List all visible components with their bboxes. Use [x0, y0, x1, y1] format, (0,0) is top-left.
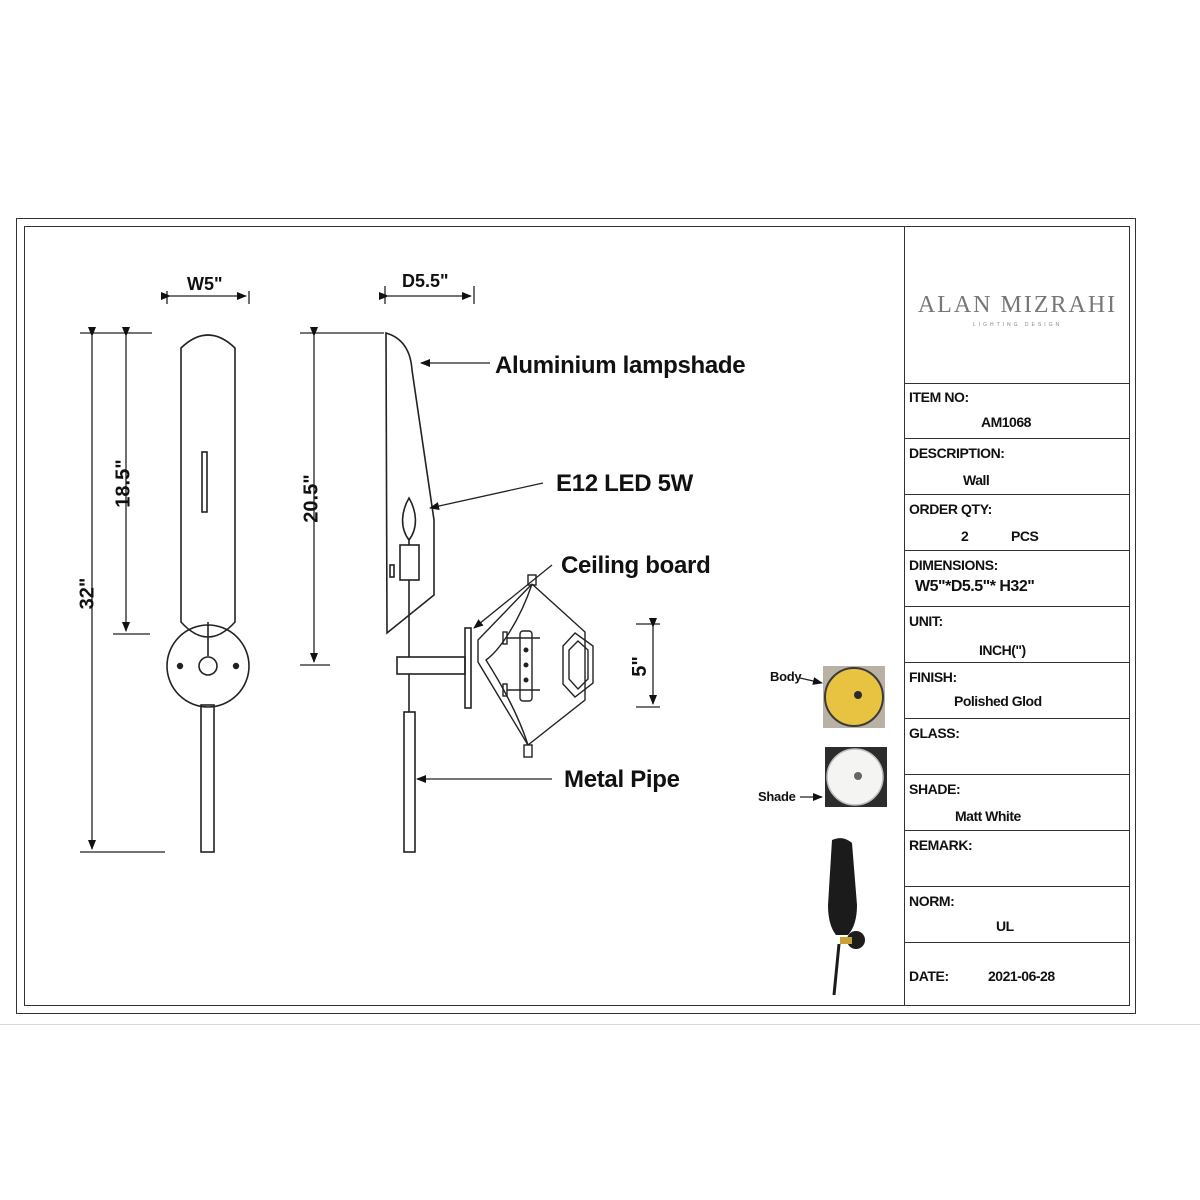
norm-value: UL [996, 918, 1014, 934]
row-glass: GLASS: [905, 719, 1130, 775]
side-view [386, 333, 471, 852]
side-bulb [403, 498, 416, 540]
callout-ceiling-board: Ceiling board [561, 552, 711, 579]
dimensions-value: W5"*D5.5"* H32" [915, 578, 1035, 595]
callout-lampshade: Aluminium lampshade [495, 352, 746, 379]
unit-value: INCH(") [979, 642, 1026, 658]
width-label: W5" [187, 274, 223, 294]
body-color-swatch [825, 668, 883, 726]
order-qty-value: 2 [961, 528, 969, 544]
row-date: DATE: 2021-06-28 [909, 968, 1055, 984]
date-value: 2021-06-28 [988, 968, 1055, 984]
finish-value: Polished Glod [954, 693, 1042, 709]
side-bulb-socket [400, 545, 419, 580]
row-dimensions: DIMENSIONS: W5"*D5.5"* H32" [905, 551, 1130, 607]
title-block [904, 226, 1130, 1006]
row-norm: NORM: UL [905, 887, 1130, 943]
shade-swatch-label: Shade [758, 789, 796, 804]
canopy-bottom-cap [524, 745, 532, 757]
side-lampshade [386, 333, 434, 633]
swatch-photos [823, 666, 887, 807]
leader-ceiling [474, 565, 552, 628]
front-screw-right [234, 664, 239, 669]
side-metal-pipe [404, 712, 415, 852]
product-photo [819, 833, 869, 997]
leader-body-swatch [800, 678, 822, 683]
row-unit: UNIT: INCH(") [905, 607, 1130, 663]
front-lampshade [181, 335, 235, 637]
leader-lines [417, 363, 822, 797]
shade-value: Matt White [955, 808, 1021, 824]
leader-bulb [430, 483, 543, 508]
front-screw-left [178, 664, 183, 669]
row-item-no: ITEM NO: AM1068 [905, 383, 1130, 439]
row-remark: REMARK: [905, 831, 1130, 887]
front-center-hub [199, 657, 217, 675]
canopy-height-label: 5" [628, 656, 651, 677]
row-description: DESCRIPTION: Wall [905, 439, 1130, 495]
front-metal-pipe [201, 705, 214, 852]
body-center-hole [854, 691, 862, 699]
canopy-detail [478, 575, 593, 757]
item-no-value: AM1068 [981, 414, 1031, 430]
callout-metal-pipe: Metal Pipe [564, 766, 680, 793]
shade-center-hole [854, 772, 862, 780]
description-value: Wall [963, 472, 990, 488]
brand-name: ALAN MIZRAHI [917, 292, 1118, 318]
row-order-qty: ORDER QTY: 2 PCS [905, 495, 1130, 551]
front-slot [202, 452, 207, 512]
row-finish: FINISH: Polished Glod [905, 663, 1130, 719]
side-wall-plate [465, 628, 471, 708]
callout-bulb: E12 LED 5W [556, 470, 694, 497]
canopy-wire-outer-right [528, 584, 585, 745]
shade-height-label: 18.5" [112, 459, 135, 508]
brand-tagline: LIGHTING DESIGN [972, 322, 1063, 328]
side-height-label: 20.5" [300, 474, 323, 523]
row-shade: SHADE: Matt White [905, 775, 1130, 831]
total-height-label: 32" [76, 577, 99, 610]
front-view [167, 335, 249, 852]
brand-logo [905, 226, 1130, 384]
depth-label: D5.5" [402, 271, 449, 291]
front-dimensions [80, 291, 249, 852]
body-swatch-label: Body [770, 669, 802, 684]
order-qty-unit: PCS [1011, 528, 1039, 544]
side-arm [397, 657, 465, 674]
product-shade-image [828, 838, 857, 935]
